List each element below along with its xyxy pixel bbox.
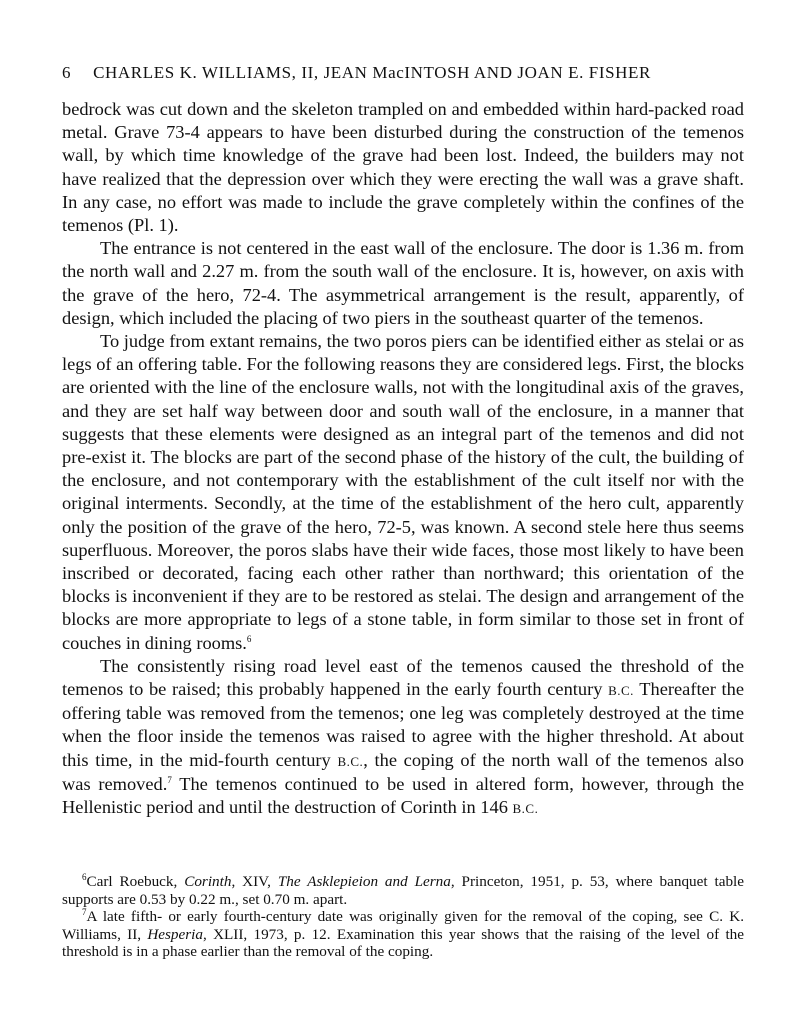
footnote-7-text-b: , XLII, 1973, p. 12. Examination this year shows that the raising of the level of the threshold is in a phase earlier than the removal of the coping.: [62, 925, 744, 961]
paragraph-4-text-c: , the coping of the north wall of the temenos also was removed.: [62, 749, 744, 794]
footnote-6-text-c: , Princeton, 1951, p. 53, where banquet table supports are 0.53 by 0.22 m., set 0.70 m. apart.: [62, 873, 745, 908]
main-text: [62, 98, 744, 820]
footnote-6-text-b: , XIV,: [231, 873, 271, 890]
era-abbrev: B.C.: [608, 683, 634, 699]
era-abbrev: B.C.: [337, 753, 364, 769]
footnote-6-title-1: Corinth: [184, 873, 232, 890]
paragraph-4-text-a: The consistently rising road level east of the temenos caused the threshold of the temenos to be raised; this probably happened in the early fourth century: [62, 655, 744, 700]
footnote-ref-6[interactable]: 6: [246, 633, 252, 644]
footnote-7-text-a: A late fifth- or early fourth-century date was originally given for the removal of the coping, see C. K. Williams, II,: [62, 908, 744, 943]
footnote-7: [62, 908, 744, 961]
footnote-mark-6: 6: [82, 871, 87, 882]
footnote-7-title-1: Hesperia: [147, 925, 203, 943]
paragraph-2: The entrance is not centered in the east wall of the enclosure. The door is 1.36 m. from the north wall and 2.27 m. from the south wall of the enclosure. It is, however, on axis with the grave of the hero, 72-4. The asymmetrical arrangement is the result, apparently, of design, which included the placing of two piers in the southeast quarter of the temenos.: [62, 238, 744, 328]
footnote-6-title-2: The Asklepieion and Lerna: [277, 873, 451, 890]
footnote-6-text-a: Carl Roebuck,: [86, 873, 178, 890]
paragraph-3-text: To judge from extant remains, the two poros piers can be identified either as stelai or as legs of an offering table. For the following reasons they are considered legs. First, the blocks are oriented with the line of the enclosure walls, not with the longitudinal axis of the graves, and they are set half way between door and south wall of the enclosure, in a manner that suggests that these elements were designed as an integral part of the temenos and did not pre-exist it. The blocks are part of the second phase of the history of the cult, the building of the enclosure, and not contemporary with the establishment of the cult itself nor with the original interments. Secondly, at the time of the establishment of the hero cult, apparently only the position of the grave of the hero, 72-5, was known. A second stele here thus seems superfluous. Moreover, the poros slabs have their wide faces, those most likely to have been inscribed or decorated, facing each other rather than northward; this orientation of the blocks is inconvenient if they are to be restored as stelai. The design and arrangement of the blocks are more appropriate to legs of a stone table, in form similar to those set in front of couches in dining rooms.: [62, 331, 744, 653]
footnote-6: [62, 873, 744, 908]
era-abbrev: B.C.: [512, 801, 539, 817]
paragraph-4-text-b: Thereafter the offering table was removed from the temenos; one leg was completely destroyed at the time when the floor inside the temenos was raised to agree with the higher threshold. At about this time, in the mid-fourth century: [62, 679, 744, 770]
paragraph-4: [62, 655, 744, 820]
footnotes: [62, 873, 744, 961]
paragraph-4-text-d: The temenos continued to be used in altered form, however, through the Hellenistic period and until the destruction of Corinth in 146: [62, 773, 744, 818]
header-authors: CHARLES K. WILLIAMS, II, JEAN MacINTOSH AND JOAN E. FISHER: [93, 63, 651, 82]
paragraph-1: bedrock was cut down and the skeleton trampled on and embedded within hard-packed road metal. Grave 73-4 appears to have been disturbed during the construction of the temenos wall, by which time knowledge of the grave had been lost. Indeed, the builders may not have realized that the depression over which they were erecting the wall was a grave shaft. In any case, no effort was made to include the grave completely within the confines of the temenos (Pl. 1).: [62, 99, 744, 236]
footnote-mark-7: 7: [82, 907, 87, 918]
page-number: 6: [62, 63, 72, 82]
paragraph-3: [62, 330, 744, 655]
running-header: [62, 63, 752, 83]
footnote-ref-7[interactable]: 7: [167, 774, 172, 785]
